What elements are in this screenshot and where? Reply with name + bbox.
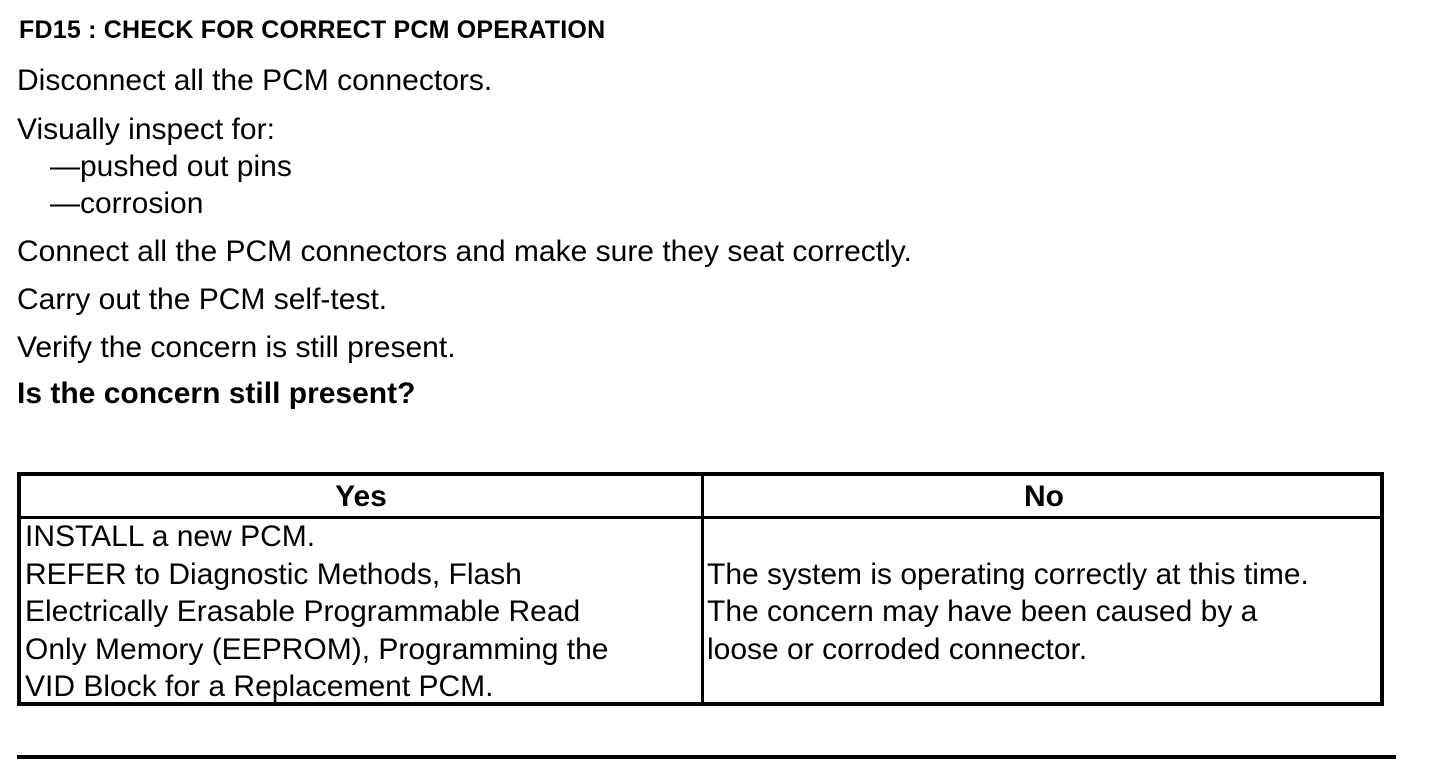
inspect-item: —pushed out pins (50, 150, 292, 183)
header-divider (21, 516, 1380, 519)
inspect-item: —corrosion (50, 187, 204, 220)
step-connect: Connect all the PCM connectors and make sure they seat correctly. (17, 235, 912, 268)
step-verify: Verify the concern is still present. (17, 331, 456, 364)
bottom-rule (17, 755, 1396, 759)
yes-header: Yes (335, 480, 387, 513)
result-table (17, 472, 1384, 706)
step-disconnect: Disconnect all the PCM connectors. (17, 64, 493, 97)
no-line: The system is operating correctly at this time. (707, 558, 1309, 591)
yes-line: INSTALL a new PCM. (25, 520, 316, 553)
yes-line: Only Memory (EEPROM), Programming the (25, 633, 609, 666)
no-header: No (1024, 480, 1064, 513)
yes-line: Electrically Erasable Programmable Read (25, 595, 581, 628)
question: Is the concern still present? (17, 377, 416, 410)
page-heading: FD15 : CHECK FOR CORRECT PCM OPERATION (19, 16, 606, 44)
step-inspect: Visually inspect for: (17, 113, 275, 146)
no-line: The concern may have been caused by a (707, 595, 1258, 628)
yes-line: REFER to Diagnostic Methods, Flash (25, 558, 522, 591)
yes-line: VID Block for a Replacement PCM. (25, 670, 494, 703)
step-self-test: Carry out the PCM self-test. (17, 283, 388, 316)
no-line: loose or corroded connector. (707, 633, 1088, 666)
